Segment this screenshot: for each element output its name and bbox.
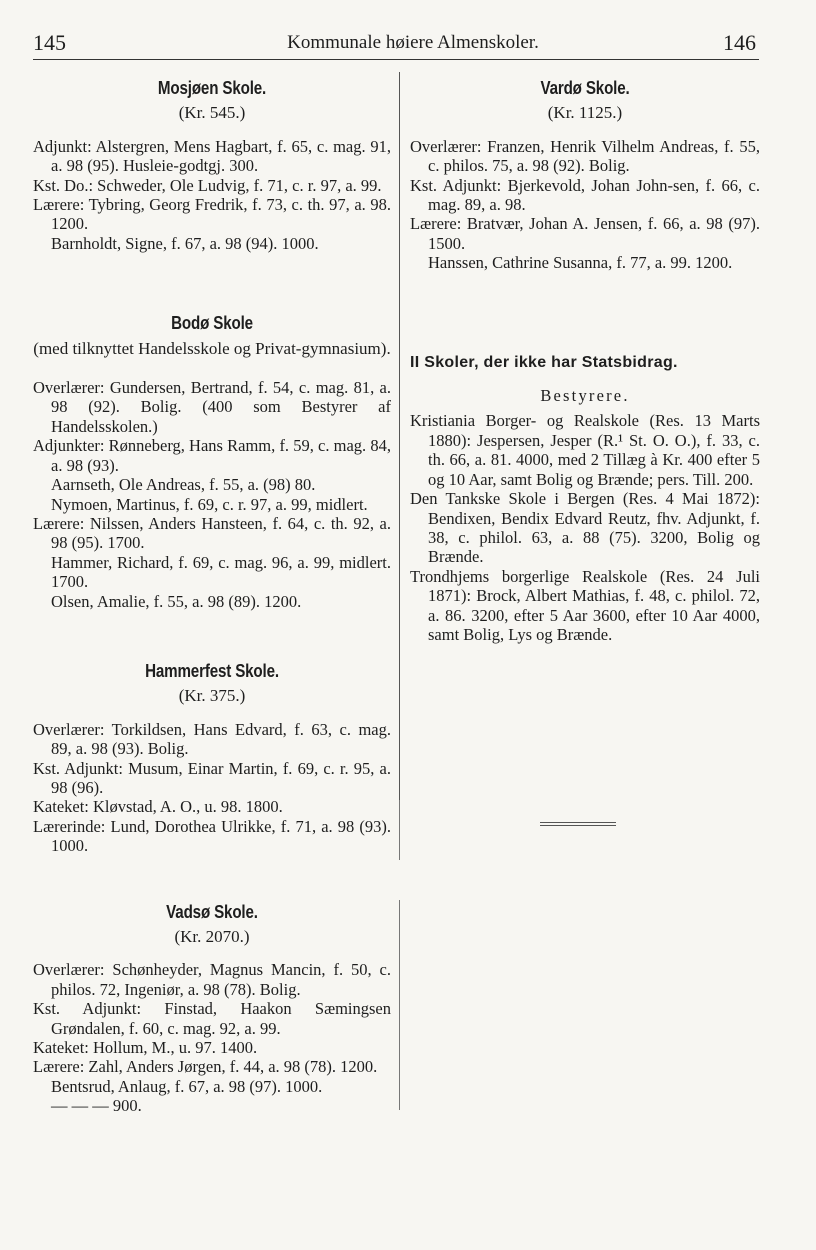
entry: Hammer, Richard, f. 69, c. mag. 96, a. 99, midlert. 1700. — [51, 552, 391, 592]
column-divider-bottom — [399, 900, 400, 1110]
section-bodo — [33, 313, 391, 611]
entry: Lærere: Zahl, Anders Jørgen, f. 44, a. 98 (78). 1200. — [33, 1057, 378, 1077]
section-title: Vardø Skole. — [540, 77, 630, 98]
entry: Kst. Do.: Schweder, Ole Ludvig, f. 71, c. r. 97, a. 99. — [33, 175, 382, 195]
section-title: Mosjøen Skole. — [157, 77, 267, 98]
column-divider — [399, 72, 400, 800]
entry: Overlærer: Schønheyder, Magnus Mancin, f. 50, c. philos. 72, Ingeniør, a. 98 (78). Bolig. — [33, 960, 391, 999]
entry: Bentsrud, Anlaug, f. 67, a. 98 (97). 1000. — [51, 1076, 323, 1096]
section-vardo — [410, 78, 760, 273]
entry: Lærere: Nilssen, Anders Hansteen, f. 64, c. th. 92, a. 98 (95). 1700. — [33, 513, 391, 553]
entry: Adjunkter: Rønneberg, Hans Ramm, f. 59, c. mag. 84, a. 98 (93). — [33, 436, 391, 475]
section-vadso — [33, 902, 391, 1116]
entry: Kateket: Hollum, M., u. 97. 1400. — [33, 1038, 258, 1058]
section-amount: (Kr. 1125.) — [547, 103, 623, 123]
end-rule — [540, 825, 616, 826]
section-amount: (Kr. 545.) — [178, 103, 246, 123]
right-column — [410, 78, 760, 644]
entry: Overlærer: Gundersen, Bertrand, f. 54, c. mag. 81, a. 98 (92). Bolig. (400 som Bestyrer af Handelsskolen.) — [33, 378, 391, 436]
entry: — — — 900. — [51, 1096, 142, 1116]
entry: Aarnseth, Ole Andreas, f. 55, a. (98) 80. — [51, 475, 316, 495]
section-amount: (Kr. 2070.) — [174, 927, 250, 946]
section-subtitle: (med tilknyttet Handelsskole og Privat-gymnasium). — [33, 338, 391, 358]
entry: Olsen, Amalie, f. 55, a. 98 (89). 1200. — [51, 591, 302, 611]
section-mosjoen — [33, 78, 391, 253]
entry: Adjunkt: Alstergren, Mens Hagbart, f. 65, c. mag. 91, a. 98 (95). Husleie-godtgj. 300. — [33, 136, 391, 176]
entry: Kst. Adjunkt: Finstad, Haakon Sæmingsen Grøndalen, f. 60, c. mag. 92, a. 99. — [33, 999, 391, 1038]
entry: Barnholdt, Signe, f. 67, a. 98 (94). 1000. — [51, 233, 319, 253]
page-number-right: 146 — [723, 30, 756, 55]
entry: Lærere: Bratvær, Johan A. Jensen, f. 66, a. 98 (97). 1500. — [410, 214, 760, 253]
entry: Overlærer: Franzen, Henrik Vilhelm Andreas, f. 55, c. philos. 75, a. 98 (92). Bolig. — [410, 136, 760, 176]
entry: Kateket: Kløvstad, A. O., u. 98. 1800. — [33, 797, 283, 817]
section-hammerfest — [33, 661, 391, 856]
subheading: Bestyrere. — [540, 386, 630, 406]
left-column — [33, 78, 391, 1116]
column-divider-lower — [399, 800, 400, 860]
section-title: Vadsø Skole. — [166, 900, 258, 922]
header-rule — [33, 59, 759, 60]
section-title: Hammerfest Skole. — [145, 659, 279, 681]
entry: Kst. Adjunkt: Bjerkevold, Johan John-sen, f. 66, c. mag. 89, a. 98. — [410, 175, 760, 215]
entry: Hanssen, Cathrine Susanna, f. 77, a. 99. 1200. — [428, 253, 733, 273]
part-title: II Skoler, der ikke har Statsbidrag. — [410, 353, 678, 371]
end-rule — [540, 822, 616, 823]
entry: Lærere: Tybring, Georg Fredrik, f. 73, c. th. 97, a. 98. 1200. — [33, 195, 391, 234]
entry: Overlærer: Torkildsen, Hans Edvard, f. 63, c. mag. 89, a. 98 (93). Bolig. — [33, 719, 391, 759]
entry: Den Tankske Skole i Bergen (Res. 4 Mai 1872): Bendixen, Bendix Edvard Reutz, fhv. Adjunkt, f. 38, c. philol. 63, a. 88 (75). 3200, Bolig og Brænde. — [410, 489, 760, 567]
entry: Kst. Adjunkt: Musum, Einar Martin, f. 69, c. r. 95, a. 98 (96). — [33, 758, 391, 797]
running-title: Kommunale høiere Almenskoler. — [287, 32, 539, 53]
entry: Trondhjems borgerlige Realskole (Res. 24 Juli 1871): Brock, Albert Mathias, f. 48, c. philol. 72, a. 86. 3200, efter 5 Aar 3600, efter 10 Aar 4000, samt Bolig, Lys og Brænde. — [410, 566, 760, 644]
entry: Nymoen, Martinus, f. 69, c. r. 97, a. 99, midlert. — [51, 494, 368, 514]
section-part2 — [410, 353, 760, 645]
entry: Lærerinde: Lund, Dorothea Ulrikke, f. 71, a. 98 (93). 1000. — [33, 816, 391, 856]
section-amount: (Kr. 375.) — [178, 686, 246, 706]
page-number-left: 145 — [33, 30, 66, 55]
section-title: Bodø Skole — [171, 312, 253, 334]
entry: Kristiania Borger- og Realskole (Res. 13 Marts 1880): Jespersen, Jesper (R.¹ St. O. O.), f. 33, c. th. 66, a. 81. 4000, med 2 Tillæg à Kr. 400 efter 5 og 10 Aar, samt Bolig og Brænde; pers. Till. 200. — [410, 411, 760, 489]
